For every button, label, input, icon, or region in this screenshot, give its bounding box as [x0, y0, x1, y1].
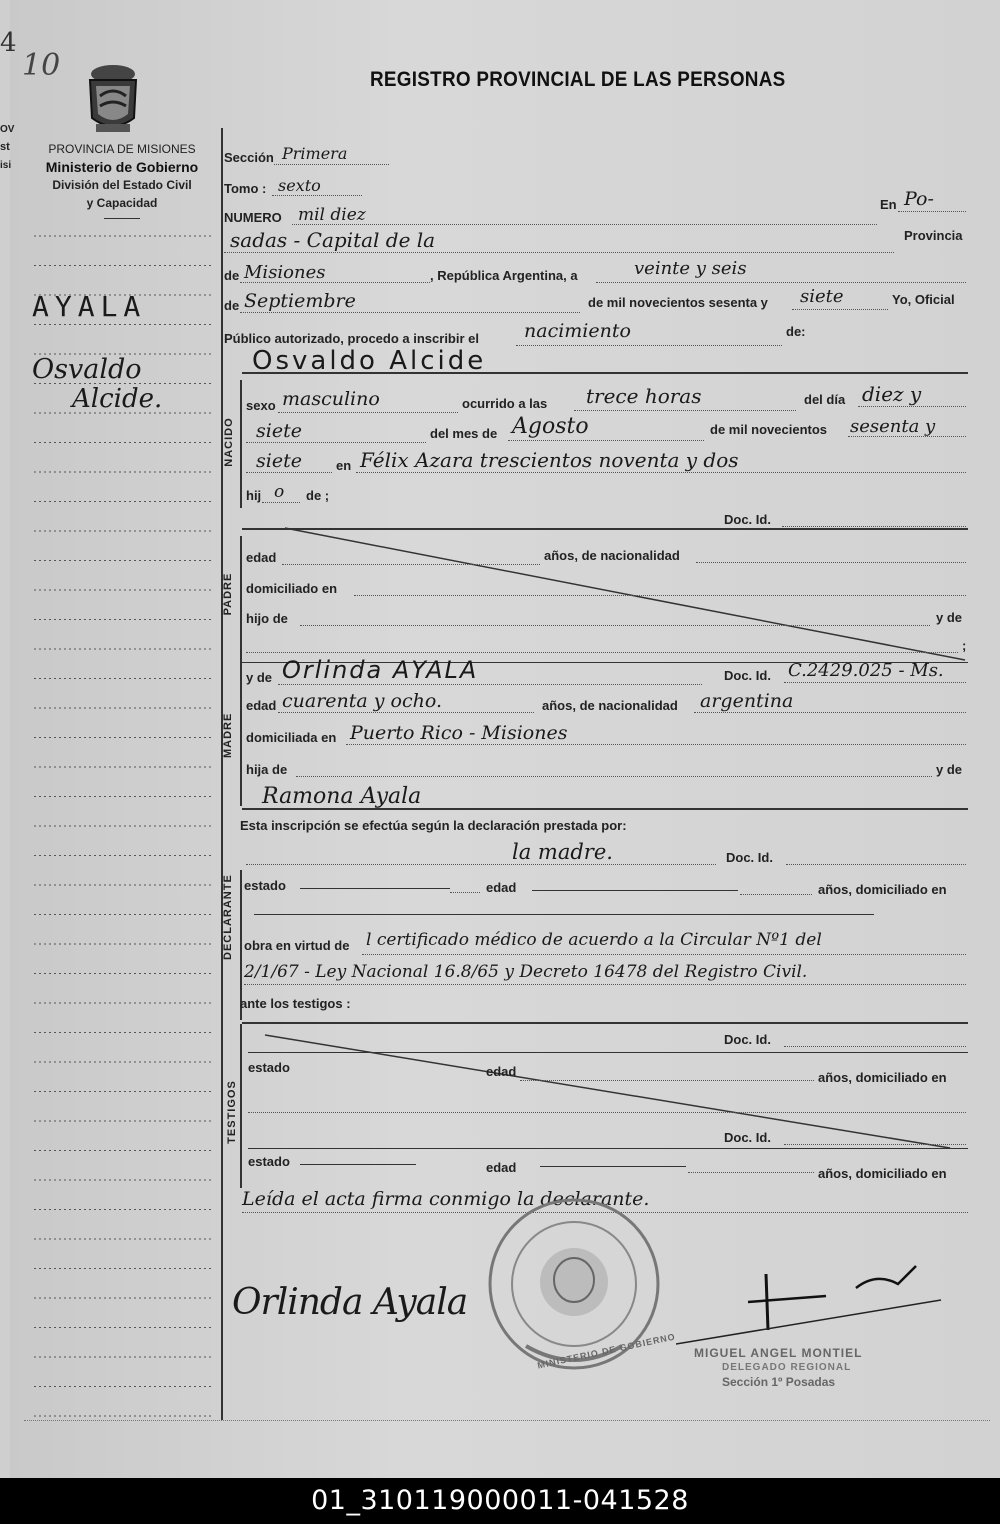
edge-fragment-3: isi	[0, 160, 12, 171]
testigo-1-domicilio-label: años, domiciliado en	[818, 1070, 947, 1085]
en-label: En	[880, 197, 897, 212]
publico-label: Público autorizado, procedo a inscribir el	[224, 331, 479, 346]
madre-hija-de-label: hija de	[246, 762, 288, 777]
numero-value: mil diez	[298, 205, 366, 225]
section-testigos: TESTIGOS	[226, 1080, 238, 1144]
numero-label: NUMERO	[224, 210, 282, 225]
declarante-estado-label: estado	[244, 878, 286, 893]
declaracion-intro: Esta inscripción se efectúa según la declaración prestada por:	[240, 818, 627, 833]
document-title: REGISTRO PROVINCIAL DE LAS PERSONAS	[370, 68, 786, 91]
mil-label: de mil novecientos sesenta y	[588, 295, 768, 310]
madre-name-value: Orlinda AYALA	[282, 656, 479, 684]
madre-edad-label: edad	[246, 698, 277, 713]
edge-fragment-1: OV	[0, 124, 15, 135]
issuer-province: PROVINCIA DE MISIONES	[48, 142, 196, 156]
testigo-2-doc-label: Doc. Id.	[724, 1130, 771, 1145]
en-place-label: en	[336, 458, 352, 473]
hij-de-label: de ;	[306, 488, 330, 503]
declarante-doc-label: Doc. Id.	[726, 850, 773, 865]
issuer-block	[22, 140, 222, 219]
mes-value: Agosto	[512, 414, 589, 439]
declarante-who-value: la madre.	[512, 840, 613, 864]
yo-oficial-label: Yo, Oficial	[892, 292, 955, 307]
margin-given-name-1: Osvaldo	[32, 354, 142, 385]
ocurrido-label: ocurrido a las	[462, 396, 548, 411]
tomo-label: Tomo :	[224, 181, 267, 196]
day-value: veinte y seis	[634, 258, 747, 279]
edge-digit: 4	[0, 28, 17, 58]
section-madre: MADRE	[222, 712, 234, 758]
dia-value: diez y	[862, 382, 922, 406]
declarante-domicilio-label: años, domiciliado en	[818, 882, 947, 897]
madre-domicilio-value: Puerto Rico - Misiones	[350, 722, 568, 744]
mil-novecientos-label: de mil novecientos	[710, 422, 828, 437]
padre-semicolon: ;	[962, 638, 967, 653]
birth-place-value: Félix Azara trescientos noventa y dos	[360, 448, 739, 472]
birth-year-value-2: siete	[256, 450, 302, 472]
sexo-value: masculino	[282, 388, 380, 410]
hij-label: hij	[246, 488, 262, 503]
de-month-label: de	[224, 298, 240, 313]
hij-value: o	[274, 482, 285, 502]
section-nacido: NACIDO	[223, 417, 235, 467]
testigo-2-edad-label: edad	[486, 1160, 517, 1175]
en-value: Po-	[904, 188, 934, 210]
declarant-signature: Orlinda Ayala	[232, 1282, 468, 1323]
official-title: DELEGADO REGIONAL	[722, 1362, 852, 1373]
nacido-doc-label: Doc. Id.	[724, 512, 771, 527]
madre-doc-label: Doc. Id.	[724, 668, 771, 683]
section-padre: PADRE	[222, 572, 234, 616]
testigo-2-estado-label: estado	[248, 1154, 290, 1169]
provincia-label: Provincia	[904, 228, 963, 243]
madre-parent-value: Ramona Ayala	[262, 784, 422, 809]
margin-number: 10	[22, 48, 61, 83]
de-colon-label: de:	[786, 324, 806, 339]
margin-surname: AYALA	[32, 290, 147, 323]
official-name: MIGUEL ANGEL MONTIEL	[694, 1346, 863, 1360]
republica-label: , República Argentina, a	[430, 268, 578, 283]
seal-text: MINISTERIO DE GOBIERNO	[536, 1331, 677, 1371]
de-label: de	[224, 268, 240, 283]
tomo-value: sexto	[278, 176, 321, 195]
margin-given-name-2: Alcide.	[72, 384, 163, 414]
hour-value: trece horas	[586, 384, 702, 408]
testigo-1-doc-label: Doc. Id.	[724, 1032, 771, 1047]
province-value: Misiones	[244, 262, 326, 283]
padre-y-de-label: y de	[936, 610, 963, 625]
official-signature-icon	[676, 1262, 946, 1348]
official-section: Sección 1º Posadas	[722, 1375, 836, 1389]
madre-nacionalidad-value: argentina	[700, 690, 794, 712]
madre-doc-value: C.2429.025 - Ms.	[788, 660, 944, 681]
obra-value-2: 2/1/67 - Ley Nacional 16.8/65 y Decreto 16478 del Registro Civil.	[244, 962, 808, 982]
madre-y-de-label-2: y de	[936, 762, 963, 777]
madre-y-de-label: y de	[246, 670, 273, 685]
issuer-division-2: y Capacidad	[86, 196, 158, 210]
ante-testigos-label: ante los testigos :	[240, 996, 351, 1011]
year-value: siete	[800, 286, 844, 307]
padre-hijo-de-label: hijo de	[246, 611, 288, 626]
obra-value: l certificado médico de acuerdo a la Circular Nº1 del	[366, 930, 822, 950]
section-declarante: DECLARANTE	[222, 874, 234, 960]
mes-label: del mes de	[430, 426, 498, 441]
seccion-label: Sección	[224, 150, 274, 165]
declarante-edad-label: edad	[486, 880, 517, 895]
testigo-2-domicilio-label: años, domiciliado en	[818, 1166, 947, 1181]
testigo-1-estado-label: estado	[248, 1060, 290, 1075]
act-value: nacimiento	[524, 320, 631, 342]
madre-domicilio-label: domiciliada en	[246, 730, 337, 745]
obra-label: obra en virtud de	[244, 938, 350, 953]
place-line-value: sadas - Capital de la	[230, 228, 436, 252]
dia-label: del día	[804, 392, 846, 407]
issuer-division: División del Estado Civil	[52, 178, 192, 192]
edge-fragment-2: st	[0, 141, 10, 153]
padre-edad-label: edad	[246, 550, 277, 565]
madre-nacionalidad-label: años, de nacionalidad	[542, 698, 678, 713]
coat-of-arms-icon	[82, 62, 144, 138]
birth-year-value: sesenta y	[850, 416, 936, 437]
closing-statement: Leída el acta firma conmigo la declarante.	[242, 1188, 650, 1210]
issuer-ministry: Ministerio de Gobierno	[45, 159, 199, 175]
dia-value-2: siete	[256, 420, 302, 442]
month-value: Septiembre	[244, 290, 356, 312]
madre-edad-value: cuarenta y ocho.	[282, 690, 443, 712]
padre-nacionalidad-label: años, de nacionalidad	[544, 548, 680, 563]
sexo-label: sexo	[246, 398, 276, 413]
padre-domicilio-label: domiciliado en	[246, 581, 338, 596]
seccion-value: Primera	[282, 144, 348, 163]
image-id-footer: 01_310119000011-041528	[0, 1478, 1000, 1524]
testigo-1-edad-label: edad	[486, 1064, 517, 1079]
registered-name: Osvaldo Alcide	[252, 346, 487, 376]
